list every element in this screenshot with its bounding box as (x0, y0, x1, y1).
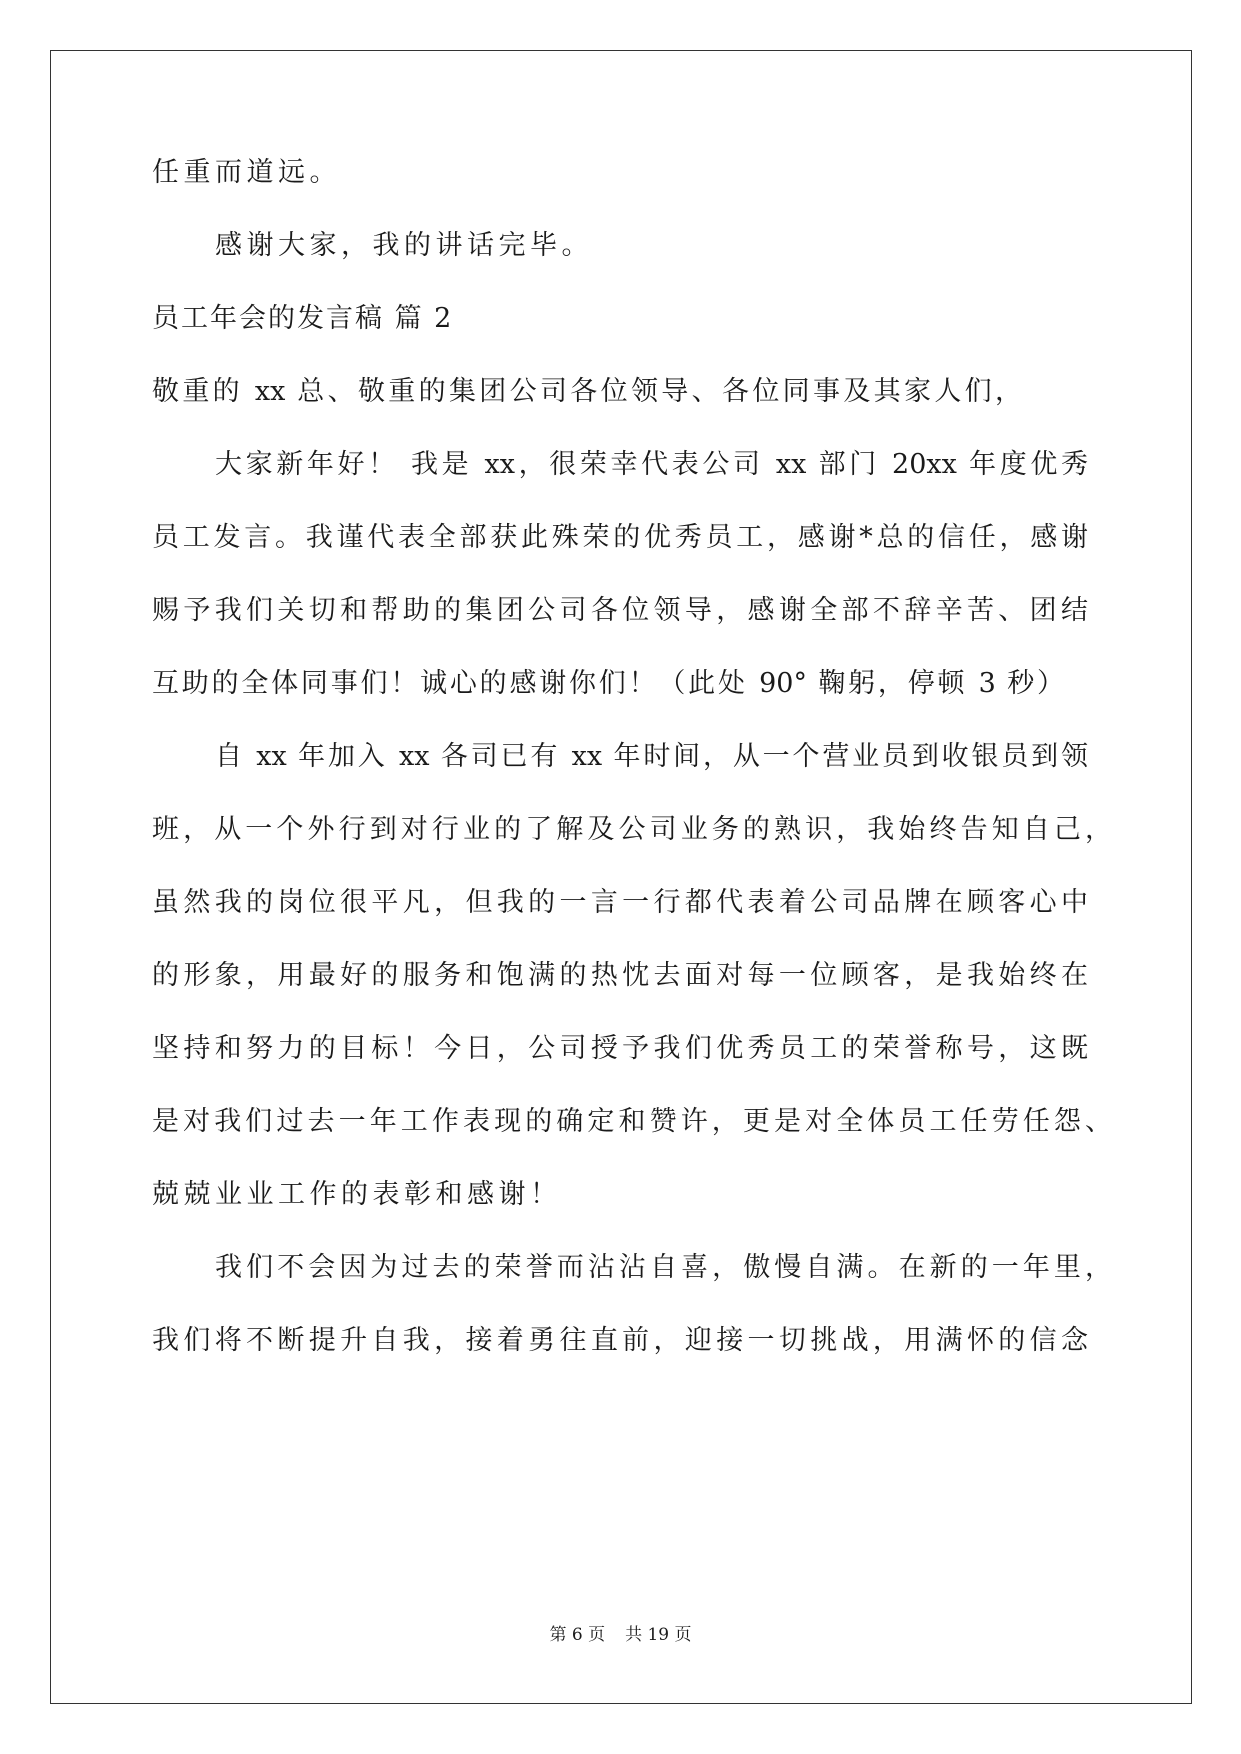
text-line: 我们将不断提升自我，接着勇往直前，迎接一切挑战，用满怀的信念 (152, 1325, 1088, 1356)
text-line: 我们不会因为过去的荣誉而沾沾自喜，傲慢自满。在新的一年里， (215, 1252, 1112, 1283)
text-line: 是对我们过去一年工作表现的确定和赞许，更是对全体员工任劳任怨、 (152, 1106, 1112, 1137)
page-number: 第 6 页 (549, 1625, 606, 1645)
page-footer (0, 1624, 1241, 1646)
text-line: 虽然我的岗位很平凡，但我的一言一行都代表着公司品牌在顾客心中 (152, 887, 1088, 918)
text-line: 自 xx 年加入 xx 各司已有 xx 年时间，从一个营业员到收银员到领 (215, 741, 1088, 772)
page-total: 共 19 页 (625, 1625, 692, 1645)
text-line: 互助的全体同事们！诚心的感谢你们！（此处 90° 鞠躬，停顿 3 秒） (152, 668, 1064, 699)
text-line: 赐予我们关切和帮助的集团公司各位领导，感谢全部不辞辛苦、团结 (152, 595, 1088, 626)
text-line: 感谢大家，我的讲话完毕。 (215, 230, 593, 261)
section-heading: 员工年会的发言稿 篇 2 (152, 303, 454, 334)
text-line: 坚持和努力的目标！今日，公司授予我们优秀员工的荣誉称号，这既 (152, 1033, 1088, 1064)
text-line: 员工发言。我谨代表全部获此殊荣的优秀员工，感谢*总的信任，感谢 (152, 522, 1088, 553)
text-line: 任重而道远。 (152, 157, 341, 188)
text-line: 敬重的 xx 总、敬重的集团公司各位领导、各位同事及其家人们， (152, 376, 1022, 407)
text-line: 兢兢业业工作的表彰和感谢！ (152, 1179, 562, 1210)
text-line: 班，从一个外行到对行业的了解及公司业务的熟识，我始终告知自己， (152, 814, 1112, 845)
text-line: 大家新年好！ 我是 xx，很荣幸代表公司 xx 部门 20xx 年度优秀 (215, 449, 1088, 480)
text-line: 的形象，用最好的服务和饱满的热忱去面对每一位顾客，是我始终在 (152, 960, 1088, 991)
